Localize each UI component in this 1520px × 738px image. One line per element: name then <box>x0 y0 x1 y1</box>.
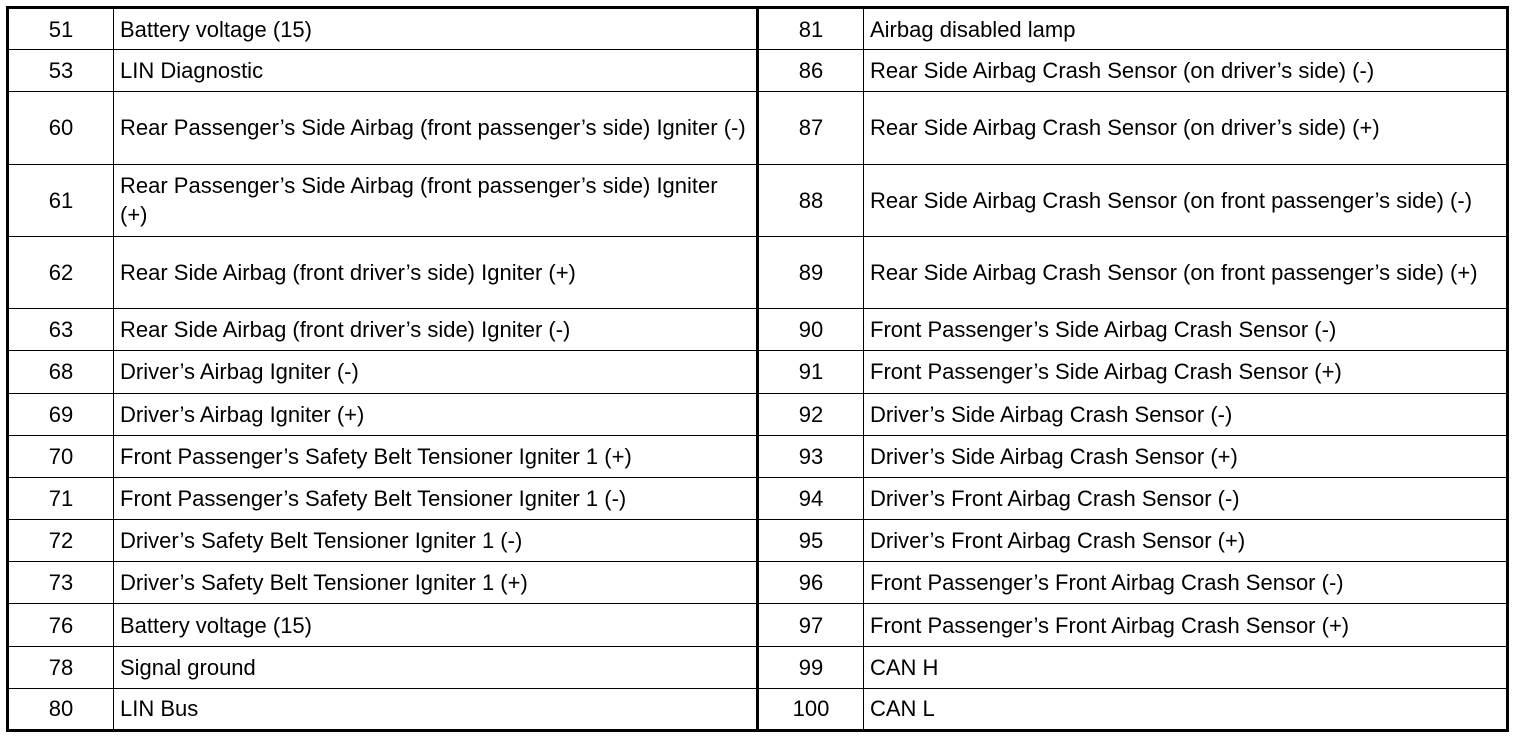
pin-description: Driver’s Front Airbag Crash Sensor (-) <box>864 477 1508 519</box>
table-row <box>8 309 1508 351</box>
pin-number: 97 <box>758 604 864 646</box>
pin-description: Driver’s Airbag Igniter (+) <box>114 393 758 435</box>
pin-number: 73 <box>8 562 114 604</box>
pin-number: 95 <box>758 520 864 562</box>
table-row <box>8 562 1508 604</box>
pin-description: Driver’s Side Airbag Crash Sensor (-) <box>864 393 1508 435</box>
pin-description: Battery voltage (15) <box>114 604 758 646</box>
pin-description: Front Passenger’s Side Airbag Crash Sensor (-) <box>864 309 1508 351</box>
pin-description: Driver’s Front Airbag Crash Sensor (+) <box>864 520 1508 562</box>
pin-number: 99 <box>758 646 864 688</box>
pin-number: 51 <box>8 8 114 50</box>
table-row <box>8 50 1508 92</box>
pin-number: 90 <box>758 309 864 351</box>
table-row <box>8 520 1508 562</box>
pin-description: CAN L <box>864 688 1508 730</box>
pin-number: 70 <box>8 435 114 477</box>
pin-number: 60 <box>8 92 114 164</box>
pin-number: 63 <box>8 309 114 351</box>
pin-description: Rear Side Airbag (front driver’s side) Igniter (+) <box>114 236 758 308</box>
pin-number: 96 <box>758 562 864 604</box>
pin-number: 62 <box>8 236 114 308</box>
table-row <box>8 604 1508 646</box>
pin-description: Driver’s Safety Belt Tensioner Igniter 1 (-) <box>114 520 758 562</box>
pin-description: Airbag disabled lamp <box>864 8 1508 50</box>
pin-description: Front Passenger’s Safety Belt Tensioner Igniter 1 (-) <box>114 477 758 519</box>
table-row <box>8 164 1508 236</box>
pin-number: 61 <box>8 164 114 236</box>
pin-description: LIN Diagnostic <box>114 50 758 92</box>
pin-description: Rear Side Airbag Crash Sensor (on driver’s side) (-) <box>864 50 1508 92</box>
pin-description: Rear Side Airbag (front driver’s side) Igniter (-) <box>114 309 758 351</box>
pin-number: 71 <box>8 477 114 519</box>
pin-number: 91 <box>758 351 864 393</box>
pin-number: 94 <box>758 477 864 519</box>
table-row <box>8 646 1508 688</box>
pin-description: LIN Bus <box>114 688 758 730</box>
pin-description: Front Passenger’s Front Airbag Crash Sensor (+) <box>864 604 1508 646</box>
pin-description: Rear Side Airbag Crash Sensor (on front passenger’s side) (-) <box>864 164 1508 236</box>
table-row <box>8 393 1508 435</box>
table-row <box>8 688 1508 730</box>
pin-description: Driver’s Airbag Igniter (-) <box>114 351 758 393</box>
pin-description: Rear Side Airbag Crash Sensor (on front passenger’s side) (+) <box>864 236 1508 308</box>
table-row <box>8 8 1508 50</box>
pin-number: 78 <box>8 646 114 688</box>
pin-description: Front Passenger’s Side Airbag Crash Sensor (+) <box>864 351 1508 393</box>
pin-description: Front Passenger’s Safety Belt Tensioner Igniter 1 (+) <box>114 435 758 477</box>
table-row <box>8 92 1508 164</box>
pin-description: Battery voltage (15) <box>114 8 758 50</box>
pin-description: Front Passenger’s Front Airbag Crash Sensor (-) <box>864 562 1508 604</box>
pin-description: Rear Passenger’s Side Airbag (front passenger’s side) Igniter (+) <box>114 164 758 236</box>
pin-description: Signal ground <box>114 646 758 688</box>
pin-number: 93 <box>758 435 864 477</box>
pin-number: 92 <box>758 393 864 435</box>
pin-description: Rear Side Airbag Crash Sensor (on driver’s side) (+) <box>864 92 1508 164</box>
pin-number: 89 <box>758 236 864 308</box>
table-row <box>8 477 1508 519</box>
pin-number: 87 <box>758 92 864 164</box>
pin-number: 72 <box>8 520 114 562</box>
table-row <box>8 435 1508 477</box>
pin-number: 69 <box>8 393 114 435</box>
pin-number: 76 <box>8 604 114 646</box>
pin-description: Driver’s Side Airbag Crash Sensor (+) <box>864 435 1508 477</box>
table-row <box>8 236 1508 308</box>
pin-number: 81 <box>758 8 864 50</box>
pin-description: Driver’s Safety Belt Tensioner Igniter 1 (+) <box>114 562 758 604</box>
pin-description: CAN H <box>864 646 1508 688</box>
pin-number: 86 <box>758 50 864 92</box>
pin-number: 68 <box>8 351 114 393</box>
pin-number: 88 <box>758 164 864 236</box>
table-row <box>8 351 1508 393</box>
pin-description: Rear Passenger’s Side Airbag (front passenger’s side) Igniter (-) <box>114 92 758 164</box>
pin-assignment-table <box>6 6 1509 732</box>
pin-number: 53 <box>8 50 114 92</box>
pin-number: 100 <box>758 688 864 730</box>
pin-number: 80 <box>8 688 114 730</box>
